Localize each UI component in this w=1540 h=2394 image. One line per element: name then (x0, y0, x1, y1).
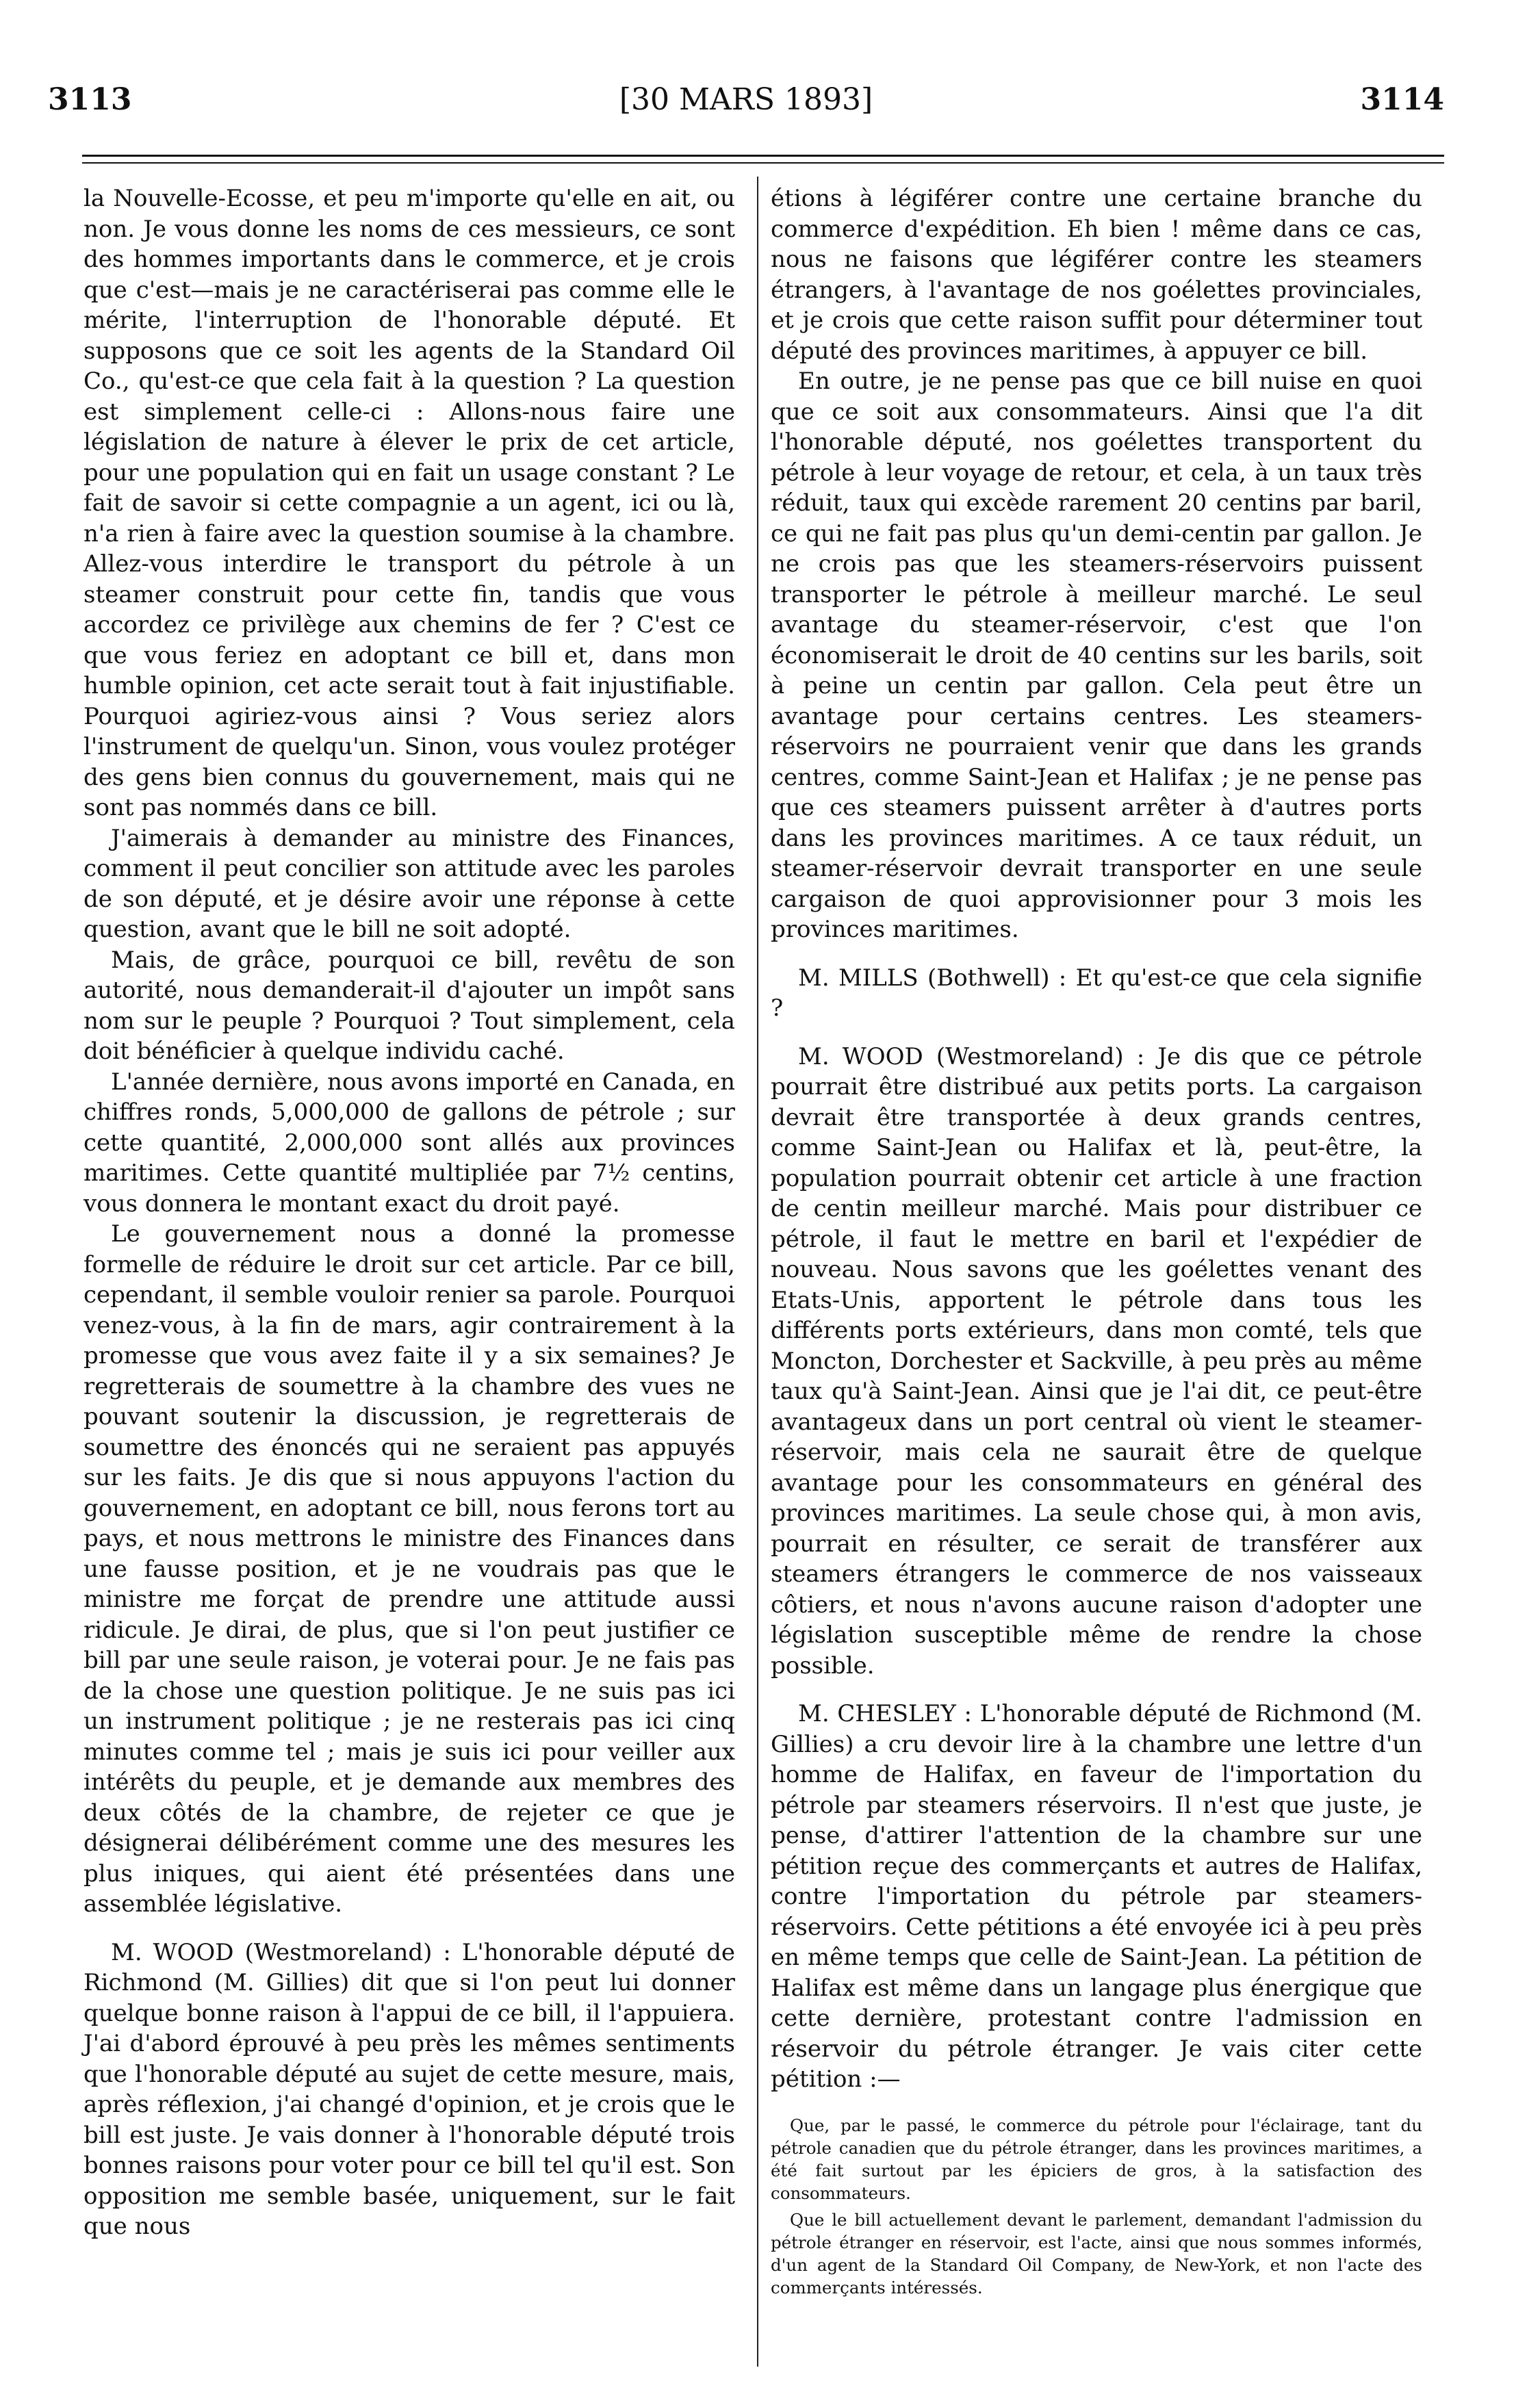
paragraph: Mais, de grâce, pourquoi ce bill, revêtu de son autorité, nous demanderait-il d'ajouter un impôt sans nom sur le peuple ? Pourquoi ? Tout simplement, cela doit bénéficier à quelque individu caché. (84, 946, 735, 1065)
paragraph: J'aimerais à demander au ministre des Finances, comment il peut concilier son attitude avec les paroles de son député, et je désire avoir une réponse à cette question, avant que le bill ne soit adopté. (84, 824, 735, 943)
left-column (84, 183, 735, 2242)
paragraph: étions à légiférer contre une certaine branche du commerce d'expédition. Eh bien ! même dans ce cas, nous ne faisons que légiférer contre les steamers étrangers, à l'avantage de nos goélettes provinciales, et je crois que cette raison suffit pour déterminer tout député des provinces maritimes, à appuyer ce bill. (771, 185, 1422, 365)
paragraph: L'année dernière, nous avons importé en Canada, en chiffres ronds, 5,000,000 de gallons de pétrole ; sur cette quantité, 2,000,000 sont allés aux provinces maritimes. Cette quantité multipliée par 7½ centins, vous donnera le montant exact du droit payé. (84, 1068, 735, 1218)
speech-chesley: M. CHESLEY : L'honorable député de Richmond (M. Gillies) a cru devoir lire à la chambre une lettre d'un homme de Halifax, en faveur de l'importation du pétrole par steamers réservoirs. Il n'est que juste, je pense, d'attirer l'attention de la chambre sur une pétition reçue des commerçants et autres de Halifax, contre l'importation du pétrole par steamers-réservoirs. Cette pétitions a été envoyée ici à peu près en même temps que celle de Saint-Jean. La pétition de Halifax est même dans un langage plus énergique que cette dernière, protestant contre l'admission en réservoir du pétrole étranger. Je vais citer cette pétition :— (771, 1700, 1422, 2093)
speech-wood: M. WOOD (Westmoreland) : Je dis que ce pétrole pourrait être distribué aux petits ports. La cargaison devrait être transportée à deux grands centres, comme Saint-Jean ou Halifax et là, peut-être, la population pourrait obtenir cet article à une fraction de centin meilleur marché. Mais pour distribuer ce pétrole, il faut le mettre en baril et l'expédier de nouveau. Nous savons que les goélettes venant des Etats-Unis, apportent le pétrole dans tous les différents ports extérieurs, dans mon comté, tels que Moncton, Dorchester et Sackville, à peu près au même taux qu'à Saint-Jean. Ainsi que je l'ai dit, ce peut-être avantageux dans un port central où vient le steamer-réservoir, mais cela ne saurait être de quelque avantage pour les consommateurs en général des provinces maritimes. La seule chose qui, à mon avis, pourrait en résulter, ce serait de transférer aux steamers étrangers le commerce de nos vaisseaux côtiers, et nous n'avons aucune raison d'adopter une législation susceptible même de rendre la chose possible. (771, 1042, 1422, 1679)
page-number-left: 3113 (48, 82, 132, 117)
column-divider (757, 177, 758, 2367)
speech-wood: M. WOOD (Westmoreland) : L'honorable député de Richmond (M. Gillies) dit que si l'on peut lui donner quelque bonne raison à l'appui de ce bill, il l'appuiera. J'ai d'abord éprouvé à peu près les mêmes sentiments que l'honorable député au sujet de cette mesure, mais, après réflexion, j'ai changé d'opinion, et je crois que le bill est juste. Je vais donner à l'honorable député trois bonnes raisons pour voter pour ce bill tel qu'il est. Son opposition me semble basée, uniquement, sur le fait que nous (84, 1938, 735, 2240)
speech-mills: M. MILLS (Bothwell) : Et qu'est-ce que cela signifie ? (771, 964, 1422, 1022)
petition-quote: Que, par le passé, le commerce du pétrole pour l'éclairage, tant du pétrole canadien que du pétrole étranger, dans les provinces maritimes, a été fait surtout par les épiciers de gros, à la satisfaction des consommateurs. (771, 2115, 1422, 2203)
page-number-right: 3114 (1360, 82, 1444, 117)
petition-quote: Que le bill actuellement devant le parlement, demandant l'admission du pétrole étranger en réservoir, est l'acte, ainsi que nous sommes informés, d'un agent de la Standard Oil Company, de New-York, et non l'acte des commerçants intéressés. (771, 2209, 1422, 2298)
page-date: [30 MARS 1893] (619, 82, 873, 117)
paragraph: Le gouvernement nous a donné la promesse formelle de réduire le droit sur cet article. Par ce bill, cependant, il semble vouloir renier sa parole. Pourquoi venez-vous, à la fin de mars, agir contrairement à la promesse que vous avez faite il y a six semaines? Je regretterais de soumettre à la chambre des vues ne pouvant soutenir la discussion, je regretterais de soumettre des énoncés qui ne seraient pas appuyés sur les faits. Je dis que si nous appuyons l'action du gouvernement, en adoptant ce bill, nous ferons tort au pays, et nous mettrons le ministre des Finances dans une fausse position, et je ne voudrais pas que le ministre me forçat de prendre une attitude aussi ridicule. Je dirai, de plus, que si l'on peut justifier ce bill par une seule raison, je voterai pour. Je ne fais pas de la chose une question politique. Je ne suis pas ici un instrument politique ; je ne resterais pas ici cinq minutes comme tel ; mais je suis ici pour veiller aux intérêts du peuple, et je demande aux membres des deux côtés de la chambre, de rejeter ce que je désignerai délibérément comme une des mesures les plus iniques, qui aient été présentées dans une assemblée législative. (84, 1220, 735, 1918)
right-column (771, 183, 1422, 2299)
paragraph: En outre, je ne pense pas que ce bill nuise en quoi que ce soit aux consommateurs. Ainsi que l'a dit l'honorable député, nos goélettes transportent du pétrole à leur voyage de retour, et cela, à un taux très réduit, taux qui excède rarement 20 centins par baril, ce qui ne fait pas plus qu'un demi-centin par gallon. Je ne crois pas que les steamers-réservoirs puissent transporter le pétrole à meilleur marché. Le seul avantage du steamer-réservoir, c'est que l'on économiserait le droit de 40 centins sur les barils, soit à peine un centin par gallon. Cela peut être un avantage pour certains centres. Les steamers-réservoirs ne pourraient venir que dans les grands centres, comme Saint-Jean et Halifax ; je ne pense pas que ces steamers puissent arrêter à d'autres ports dans les provinces maritimes. A ce taux réduit, un steamer-réservoir devrait transporter en une seule cargaison de quoi approvisionner pour 3 mois les provinces maritimes. (771, 368, 1422, 943)
header-rule-thin (82, 162, 1444, 164)
header-rule (82, 155, 1444, 157)
paragraph: la Nouvelle-Ecosse, et peu m'importe qu'elle en ait, ou non. Je vous donne les noms de ces messieurs, ce sont des hommes importants dans le commerce, et je crois que c'est—mais je ne caractériserai pas comme elle le mérite, l'interruption de l'honorable député. Et supposons que ce soit les agents de la Standard Oil Co., qu'est-ce que cela fait à la question ? La question est simplement celle-ci : Allons-nous faire une législation de nature à élever le prix de cet article, pour une population qui en fait un usage constant ? Le fait de savoir si cette compagnie a un agent, ici ou là, n'a rien à faire avec la question soumise à la chambre. Allez-vous interdire le transport du pétrole à un steamer construit pour cette fin, tandis que vous accordez ce privilège aux chemins de fer ? C'est ce que vous feriez en adoptant ce bill et, dans mon humble opinion, cet acte serait tout à fait injustifiable. Pourquoi agiriez-vous ainsi ? Vous seriez alors l'instrument de quelqu'un. Sinon, vous voulez protéger des gens bien connus du gouvernement, mais qui ne sont pas nommés dans ce bill. (84, 185, 735, 821)
page-header (48, 82, 1444, 130)
